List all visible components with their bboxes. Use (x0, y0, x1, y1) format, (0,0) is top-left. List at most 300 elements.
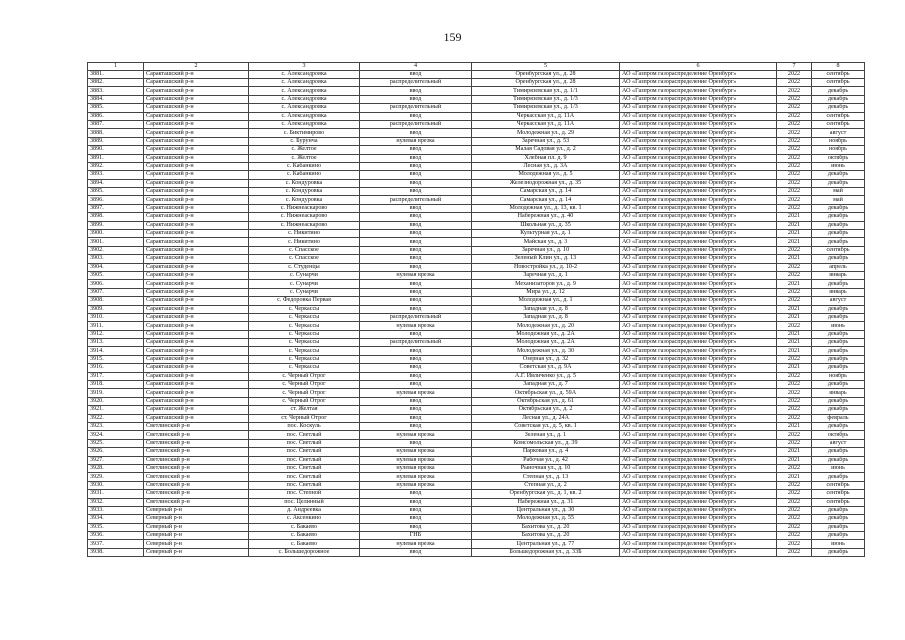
organization-cell: АО «Газпром газораспределение Оренбург» (620, 498, 777, 506)
month-cell: декабрь (812, 95, 865, 103)
address-cell: Центральная ул., д. 30 (472, 506, 620, 514)
table-row (88, 414, 865, 422)
settlement-cell: с. Кондуровка (249, 196, 360, 204)
row-number-cell: 3914. (88, 347, 144, 355)
organization-cell: АО «Газпром газораспределение Оренбург» (620, 448, 777, 456)
settlement-cell: пос. Коскуль (249, 423, 360, 431)
row-number-cell: 3921. (88, 406, 144, 414)
district-cell: Саракташский р-н (144, 120, 249, 128)
year-cell: 2021 (777, 313, 812, 321)
settlement-cell: с. Спасское (249, 255, 360, 263)
table-row (88, 263, 865, 271)
month-cell: декабрь (812, 548, 865, 556)
settlement-cell: с. Бакаево (249, 532, 360, 540)
organization-cell: АО «Газпром газораспределение Оренбург» (620, 313, 777, 321)
row-number-cell: 3912. (88, 330, 144, 338)
year-cell: 2022 (777, 196, 812, 204)
month-cell: декабрь (812, 204, 865, 212)
settlement-cell: с. Нижнеаскарово (249, 204, 360, 212)
table-row (88, 456, 865, 464)
address-cell: Мира ул., д. 12 (472, 288, 620, 296)
connection-type-cell: ввод (360, 506, 472, 514)
address-cell: Заречная ул., д. 10 (472, 246, 620, 254)
month-cell: октябрь (812, 431, 865, 439)
connection-type-cell: ввод (360, 263, 472, 271)
month-cell: октябрь (812, 154, 865, 162)
year-cell: 2022 (777, 481, 812, 489)
table-row (88, 431, 865, 439)
address-cell: Степная ул., д. 13 (472, 473, 620, 481)
table-row (88, 389, 865, 397)
year-cell: 2022 (777, 87, 812, 95)
table-row (88, 221, 865, 229)
settlement-cell: с. Александровка (249, 112, 360, 120)
settlement-cell: с. Нижнеаскарово (249, 221, 360, 229)
table-row (88, 397, 865, 405)
row-number-cell: 3904. (88, 263, 144, 271)
organization-cell: АО «Газпром газораспределение Оренбург» (620, 162, 777, 170)
year-cell: 2022 (777, 154, 812, 162)
address-cell: Набережная ул., д. 31 (472, 498, 620, 506)
organization-cell: АО «Газпром газораспределение Оренбург» (620, 456, 777, 464)
district-cell: Саракташский р-н (144, 297, 249, 305)
month-cell: сентябрь (812, 498, 865, 506)
district-cell: Северный р-н (144, 523, 249, 531)
table-row (88, 523, 865, 531)
connection-type-cell: распределительный (360, 196, 472, 204)
month-cell: декабрь (812, 313, 865, 321)
connection-type-cell: ввод (360, 423, 472, 431)
year-cell: 2022 (777, 439, 812, 447)
year-cell: 2022 (777, 271, 812, 279)
connection-type-cell: нулевая врезка (360, 473, 472, 481)
district-cell: Саракташский р-н (144, 305, 249, 313)
row-number-cell: 3892. (88, 162, 144, 170)
connection-type-cell: ввод (360, 498, 472, 506)
address-cell: Западная ул., д. 8 (472, 305, 620, 313)
address-cell: Бахитова ул., д. 20 (472, 532, 620, 540)
connection-type-cell: ввод (360, 246, 472, 254)
month-cell: декабрь (812, 406, 865, 414)
year-cell: 2021 (777, 305, 812, 313)
table-row (88, 70, 865, 78)
settlement-cell: с. Александровка (249, 78, 360, 86)
address-cell: Бахитова ул., д. 20 (472, 523, 620, 531)
district-cell: Саракташский р-н (144, 179, 249, 187)
address-cell: Малая Садовая ул., д. 2 (472, 146, 620, 154)
connection-type-cell: нулевая врезка (360, 448, 472, 456)
connection-type-cell: ввод (360, 171, 472, 179)
year-cell: 2022 (777, 171, 812, 179)
address-cell: Тимирязевская ул., д. 1/3 (472, 95, 620, 103)
table-row (88, 355, 865, 363)
district-cell: Светлинский р-н (144, 473, 249, 481)
month-cell: январь (812, 288, 865, 296)
month-cell: январь (812, 271, 865, 279)
column-header: 5 (472, 63, 620, 71)
organization-cell: АО «Газпром газораспределение Оренбург» (620, 473, 777, 481)
settlement-cell: с. Студенцы (249, 263, 360, 271)
row-number-cell: 3915. (88, 355, 144, 363)
year-cell: 2022 (777, 95, 812, 103)
month-cell: декабрь (812, 104, 865, 112)
year-cell: 2021 (777, 456, 812, 464)
month-cell: июнь (812, 464, 865, 472)
organization-cell: АО «Газпром газораспределение Оренбург» (620, 196, 777, 204)
district-cell: Светлинский р-н (144, 423, 249, 431)
connection-type-cell: ввод (360, 305, 472, 313)
organization-cell: АО «Газпром газораспределение Оренбург» (620, 221, 777, 229)
month-cell: декабрь (812, 179, 865, 187)
district-cell: Саракташский р-н (144, 188, 249, 196)
address-cell: Парковая ул., д. 4 (472, 448, 620, 456)
organization-cell: АО «Газпром газораспределение Оренбург» (620, 78, 777, 86)
connection-type-cell: ввод (360, 213, 472, 221)
year-cell: 2022 (777, 322, 812, 330)
organization-cell: АО «Газпром газораспределение Оренбург» (620, 288, 777, 296)
table-row (88, 246, 865, 254)
district-cell: Саракташский р-н (144, 280, 249, 288)
district-cell: Саракташский р-н (144, 364, 249, 372)
table-row (88, 305, 865, 313)
year-cell: 2022 (777, 204, 812, 212)
settlement-cell: с. Черный Отрог (249, 381, 360, 389)
year-cell: 2022 (777, 78, 812, 86)
row-number-cell: 3891. (88, 154, 144, 162)
district-cell: Северный р-н (144, 548, 249, 556)
organization-cell: АО «Газпром газораспределение Оренбург» (620, 532, 777, 540)
connection-type-cell: ввод (360, 221, 472, 229)
organization-cell: АО «Газпром газораспределение Оренбург» (620, 515, 777, 523)
district-cell: Саракташский р-н (144, 162, 249, 170)
row-number-cell: 3889. (88, 137, 144, 145)
table-row (88, 423, 865, 431)
settlement-cell: с. Александровка (249, 120, 360, 128)
settlement-cell: с. Нижнеаскарово (249, 213, 360, 221)
organization-cell: АО «Газпром газораспределение Оренбург» (620, 154, 777, 162)
month-cell: сентябрь (812, 70, 865, 78)
year-cell: 2022 (777, 389, 812, 397)
connection-type-cell: ввод (360, 330, 472, 338)
address-cell: Зеленая ул., д. 1 (472, 431, 620, 439)
year-cell: 2021 (777, 280, 812, 288)
month-cell: декабрь (812, 532, 865, 540)
month-cell: декабрь (812, 221, 865, 229)
table-row (88, 372, 865, 380)
row-number-cell: 3886. (88, 112, 144, 120)
connection-type-cell: распределительный (360, 120, 472, 128)
organization-cell: АО «Газпром газораспределение Оренбург» (620, 263, 777, 271)
row-number-cell: 3922. (88, 414, 144, 422)
row-number-cell: 3910. (88, 313, 144, 321)
settlement-cell: с. Биктимирово (249, 129, 360, 137)
district-cell: Саракташский р-н (144, 196, 249, 204)
settlement-cell: с. Сунарчи (249, 288, 360, 296)
connection-type-cell: ввод (360, 347, 472, 355)
address-cell: Зеленый Клин ул., д. 13 (472, 255, 620, 263)
address-cell: Рабочая ул., д. 42 (472, 456, 620, 464)
year-cell: 2021 (777, 423, 812, 431)
month-cell: июнь (812, 540, 865, 548)
month-cell: сентябрь (812, 481, 865, 489)
month-cell: июнь (812, 162, 865, 170)
connection-type-cell: нулевая врезка (360, 271, 472, 279)
settlement-cell: с. Никитино (249, 238, 360, 246)
address-cell: Октябрьская ул., д. 2 (472, 406, 620, 414)
organization-cell: АО «Газпром газораспределение Оренбург» (620, 406, 777, 414)
month-cell: ноябрь (812, 146, 865, 154)
organization-cell: АО «Газпром газораспределение Оренбург» (620, 204, 777, 212)
organization-cell: АО «Газпром газораспределение Оренбург» (620, 347, 777, 355)
district-cell: Саракташский р-н (144, 288, 249, 296)
district-cell: Саракташский р-н (144, 255, 249, 263)
organization-cell: АО «Газпром газораспределение Оренбург» (620, 112, 777, 120)
table-row (88, 204, 865, 212)
address-cell: Черкасская ул., д. 11А (472, 120, 620, 128)
table-row (88, 78, 865, 86)
year-cell: 2021 (777, 230, 812, 238)
district-cell: Северный р-н (144, 506, 249, 514)
address-cell: Центральная ул., д. 77 (472, 540, 620, 548)
address-cell: Советская ул., д. 9А (472, 364, 620, 372)
address-cell: Степная ул., д. 2 (472, 481, 620, 489)
year-cell: 2022 (777, 162, 812, 170)
month-cell: декабрь (812, 230, 865, 238)
month-cell: декабрь (812, 87, 865, 95)
settlement-cell: с. Желтое (249, 146, 360, 154)
address-cell: Большедорожная ул., д. 33Б (472, 548, 620, 556)
table-row (88, 104, 865, 112)
organization-cell: АО «Газпром газораспределение Оренбург» (620, 238, 777, 246)
month-cell: декабрь (812, 515, 865, 523)
address-cell: Октябрьская ул., д. 61 (472, 397, 620, 405)
table-row (88, 439, 865, 447)
month-cell: декабрь (812, 280, 865, 288)
row-number-cell: 3897. (88, 204, 144, 212)
settlement-cell: с. Желтое (249, 154, 360, 162)
connection-type-cell: ввод (360, 204, 472, 212)
row-number-cell: 3930. (88, 481, 144, 489)
district-cell: Саракташский р-н (144, 104, 249, 112)
connection-type-cell: ввод (360, 414, 472, 422)
table-body (88, 70, 865, 557)
page-number: 159 (443, 30, 462, 44)
connection-type-cell: ввод (360, 280, 472, 288)
month-cell: август (812, 297, 865, 305)
district-cell: Саракташский р-н (144, 322, 249, 330)
address-cell: Школьная ул., д. 35 (472, 221, 620, 229)
table-row (88, 129, 865, 137)
table-row (88, 95, 865, 103)
year-cell: 2021 (777, 448, 812, 456)
table-row (88, 322, 865, 330)
address-cell: Лесная ул., д. 24А (472, 414, 620, 422)
year-cell: 2022 (777, 70, 812, 78)
row-number-cell: 3926. (88, 448, 144, 456)
year-cell: 2022 (777, 137, 812, 145)
district-cell: Светлинский р-н (144, 464, 249, 472)
row-number-cell: 3905. (88, 271, 144, 279)
connection-type-cell: распределительный (360, 339, 472, 347)
year-cell: 2021 (777, 221, 812, 229)
connection-type-cell: ввод (360, 255, 472, 263)
year-cell: 2022 (777, 431, 812, 439)
district-cell: Саракташский р-н (144, 129, 249, 137)
address-cell: Оренбургская ул., д. 28 (472, 78, 620, 86)
settlement-cell: д. Андреевка (249, 506, 360, 514)
row-number-cell: 3928. (88, 464, 144, 472)
district-cell: Саракташский р-н (144, 146, 249, 154)
table-row (88, 238, 865, 246)
month-cell: август (812, 439, 865, 447)
table-row (88, 313, 865, 321)
row-number-cell: 3906. (88, 280, 144, 288)
table-header (88, 63, 865, 71)
row-number-cell: 3885. (88, 104, 144, 112)
address-cell: Озерная ул., д. 32 (472, 355, 620, 363)
district-cell: Саракташский р-н (144, 70, 249, 78)
year-cell: 2021 (777, 364, 812, 372)
district-cell: Северный р-н (144, 532, 249, 540)
district-cell: Саракташский р-н (144, 313, 249, 321)
row-number-cell: 3927. (88, 456, 144, 464)
row-number-cell: 3913. (88, 339, 144, 347)
connection-type-cell: ввод (360, 515, 472, 523)
column-header: 3 (249, 63, 360, 71)
table-row (88, 196, 865, 204)
year-cell: 2022 (777, 120, 812, 128)
year-cell: 2022 (777, 288, 812, 296)
connection-type-cell: ввод (360, 406, 472, 414)
month-cell: сентябрь (812, 78, 865, 86)
organization-cell: АО «Газпром газораспределение Оренбург» (620, 523, 777, 531)
year-cell: 2022 (777, 490, 812, 498)
settlement-cell: пос. Светлый (249, 448, 360, 456)
settlement-cell: ст. Черный Отрог (249, 414, 360, 422)
month-cell: январь (812, 389, 865, 397)
district-cell: Саракташский р-н (144, 154, 249, 162)
district-cell: Светлинский р-н (144, 439, 249, 447)
address-cell: Майская ул., д. 3 (472, 238, 620, 246)
district-cell: Северный р-н (144, 515, 249, 523)
organization-cell: АО «Газпром газораспределение Оренбург» (620, 490, 777, 498)
column-header: 7 (777, 63, 812, 71)
district-cell: Светлинский р-н (144, 481, 249, 489)
district-cell: Светлинский р-н (144, 456, 249, 464)
district-cell: Саракташский р-н (144, 238, 249, 246)
column-header: 2 (144, 63, 249, 71)
column-header: 8 (812, 63, 865, 71)
settlement-cell: с. Александровка (249, 87, 360, 95)
settlement-cell: с. Кондуровка (249, 188, 360, 196)
organization-cell: АО «Газпром газораспределение Оренбург» (620, 540, 777, 548)
table-row (88, 330, 865, 338)
address-cell: Оренбургская ул., д. 28 (472, 70, 620, 78)
month-cell: декабрь (812, 355, 865, 363)
year-cell: 2021 (777, 255, 812, 263)
table-row (88, 271, 865, 279)
connection-type-cell: ввод (360, 397, 472, 405)
table-row (88, 288, 865, 296)
table-row (88, 548, 865, 556)
organization-cell: АО «Газпром газораспределение Оренбург» (620, 431, 777, 439)
row-number-cell: 3929. (88, 473, 144, 481)
organization-cell: АО «Газпром газораспределение Оренбург» (620, 355, 777, 363)
organization-cell: АО «Газпром газораспределение Оренбург» (620, 372, 777, 380)
address-cell: Молодежная ул., д. 20 (472, 322, 620, 330)
row-number-cell: 3903. (88, 255, 144, 263)
settlement-cell: с. Сунарчи (249, 271, 360, 279)
organization-cell: АО «Газпром газораспределение Оренбург» (620, 297, 777, 305)
table-row (88, 120, 865, 128)
organization-cell: АО «Газпром газораспределение Оренбург» (620, 137, 777, 145)
settlement-cell: с. Черкассы (249, 339, 360, 347)
row-number-cell: 3900. (88, 230, 144, 238)
district-cell: Саракташский р-н (144, 330, 249, 338)
district-cell: Саракташский р-н (144, 406, 249, 414)
organization-cell: АО «Газпром газораспределение Оренбург» (620, 414, 777, 422)
connection-type-cell: нулевая врезка (360, 540, 472, 548)
organization-cell: АО «Газпром газораспределение Оренбург» (620, 146, 777, 154)
table-row (88, 532, 865, 540)
year-cell: 2021 (777, 339, 812, 347)
district-cell: Саракташский р-н (144, 389, 249, 397)
address-cell: Октябрьская ул., д. 59А (472, 389, 620, 397)
table-row (88, 490, 865, 498)
year-cell: 2022 (777, 406, 812, 414)
table-row (88, 87, 865, 95)
organization-cell: АО «Газпром газораспределение Оренбург» (620, 179, 777, 187)
table-row (88, 230, 865, 238)
settlement-cell: с. Черкассы (249, 330, 360, 338)
address-cell: А.Г. Ивличенко ул., д. 5 (472, 372, 620, 380)
year-cell: 2022 (777, 179, 812, 187)
organization-cell: АО «Газпром газораспределение Оренбург» (620, 439, 777, 447)
month-cell: декабрь (812, 523, 865, 531)
address-cell: Набережная ул., д. 40 (472, 213, 620, 221)
organization-cell: АО «Газпром газораспределение Оренбург» (620, 339, 777, 347)
connection-type-cell: ввод (360, 112, 472, 120)
address-cell: Молодежная ул., д. 2А (472, 330, 620, 338)
settlement-cell: с. Черкассы (249, 364, 360, 372)
connection-type-cell: ввод (360, 95, 472, 103)
registry-table (87, 62, 865, 557)
year-cell: 2022 (777, 104, 812, 112)
address-cell: Молодежная ул., д. 5 (472, 171, 620, 179)
month-cell: ноябрь (812, 137, 865, 145)
organization-cell: АО «Газпром газораспределение Оренбург» (620, 104, 777, 112)
table-row (88, 515, 865, 523)
address-cell: Тимирязевская ул., д. 1/1 (472, 87, 620, 95)
year-cell: 2021 (777, 238, 812, 246)
address-cell: Молодежная ул., д. 30 (472, 347, 620, 355)
address-cell: Советская ул., д. 5, кв. 1 (472, 423, 620, 431)
settlement-cell: с. Большедорожное (249, 548, 360, 556)
year-cell: 2022 (777, 540, 812, 548)
year-cell: 2021 (777, 213, 812, 221)
row-number-cell: 3937. (88, 540, 144, 548)
table-row (88, 339, 865, 347)
settlement-cell: с. Черкассы (249, 355, 360, 363)
district-cell: Саракташский р-н (144, 271, 249, 279)
row-number-cell: 3918. (88, 381, 144, 389)
year-cell: 2022 (777, 112, 812, 120)
month-cell: сентябрь (812, 490, 865, 498)
settlement-cell: с. Кондуровка (249, 179, 360, 187)
address-cell: Молодежная ул., д. 2А (472, 339, 620, 347)
year-cell: 2022 (777, 464, 812, 472)
organization-cell: АО «Газпром газораспределение Оренбург» (620, 87, 777, 95)
